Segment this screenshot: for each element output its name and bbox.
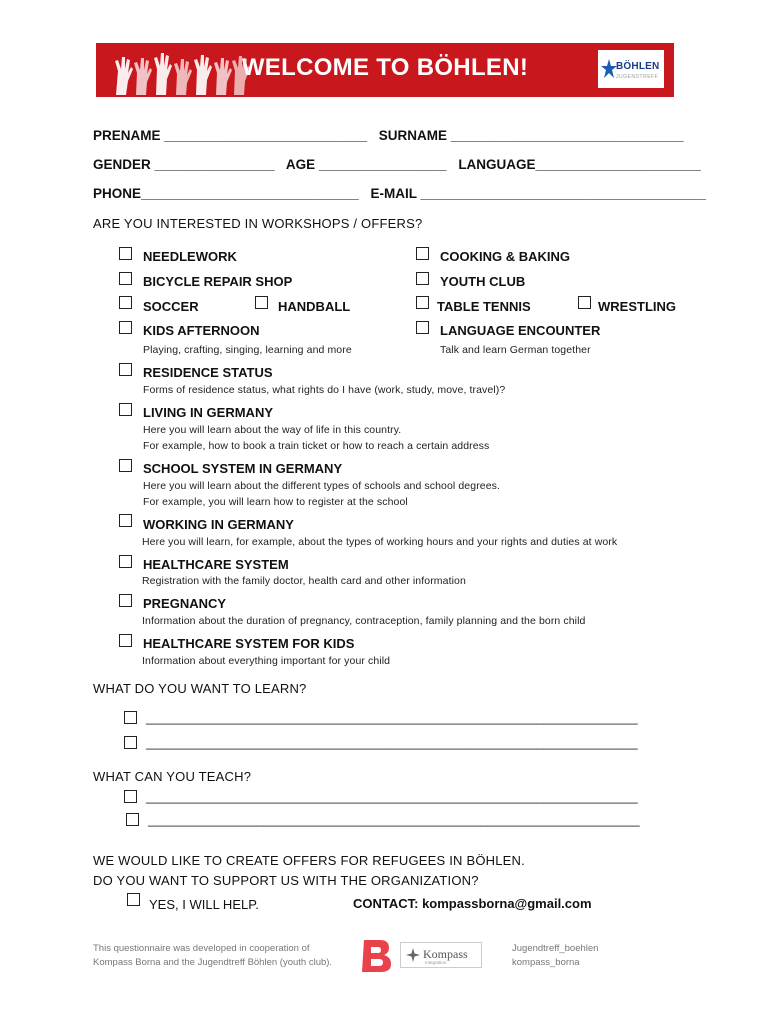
footer-social	[512, 942, 598, 970]
cooking-checkbox[interactable]	[416, 247, 429, 260]
kompass-logo	[400, 942, 482, 968]
living-checkbox[interactable]	[119, 403, 132, 416]
email-field[interactable]: E-MAIL ______________________________________	[370, 186, 706, 201]
youth-club-label: YOUTH CLUB	[440, 274, 526, 289]
footer-credit-line-1: This questionnaire was developed in cooperation of	[93, 943, 310, 954]
needlework-checkbox[interactable]	[119, 247, 132, 260]
kids-afternoon-checkbox[interactable]	[119, 321, 132, 334]
star-logo-icon	[601, 58, 617, 80]
cooking-label: COOKING & BAKING	[440, 249, 570, 264]
healthcare-kids-label: HEALTHCARE SYSTEM FOR KIDS	[143, 636, 355, 651]
healthcare-kids-desc: Information about everything important for your child	[142, 655, 391, 667]
pregnancy-label: PREGNANCY	[143, 596, 227, 611]
field-row-names	[93, 128, 684, 143]
working-checkbox[interactable]	[119, 514, 132, 527]
school-desc-2: For example, you will learn how to register at the school	[143, 496, 408, 508]
support-line-1: WE WOULD LIKE TO CREATE OFFERS FOR REFUGEES IN BÖHLEN.	[93, 853, 525, 868]
boehlen-logo	[598, 50, 664, 88]
healthcare-label: HEALTHCARE SYSTEM	[143, 557, 289, 572]
teach-checkbox-2[interactable]	[126, 813, 139, 826]
handball-checkbox[interactable]	[255, 296, 268, 309]
social-handle-youth-club[interactable]: Jugendtreff_boehlen	[512, 943, 599, 954]
healthcare-desc: Registration with the family doctor, health card and other information	[142, 575, 466, 587]
pregnancy-desc: Information about the duration of pregnancy, contraception, family planning and the born child	[142, 615, 586, 627]
language-encounter-label: LANGUAGE ENCOUNTER	[440, 323, 601, 338]
learn-heading: WHAT DO YOU WANT TO LEARN?	[93, 681, 307, 696]
teach-line-1[interactable]: ____________________________________________________________________	[146, 789, 638, 804]
living-label: LIVING IN GERMANY	[143, 405, 274, 420]
school-desc-1: Here you will learn about the different types of schools and school degrees.	[143, 480, 501, 492]
language-encounter-checkbox[interactable]	[416, 321, 429, 334]
help-checkbox[interactable]	[127, 893, 140, 906]
teach-heading: WHAT CAN YOU TEACH?	[93, 769, 252, 784]
social-handle-kompass[interactable]: kompass_borna	[512, 957, 580, 968]
bicycle-label: BICYCLE REPAIR SHOP	[143, 274, 293, 289]
language-encounter-desc: Talk and learn German together	[440, 344, 591, 356]
school-label: SCHOOL SYSTEM IN GERMANY	[143, 461, 343, 476]
surname-field[interactable]: SURNAME _______________________________	[378, 128, 684, 143]
footer-credit	[93, 942, 332, 970]
logo-subtext: JUGENDTREFF	[616, 74, 659, 80]
gender-field[interactable]: GENDER ________________	[93, 157, 275, 172]
kompass-logo-text: Kompass	[423, 947, 468, 961]
learn-line-2[interactable]: ____________________________________________________________________	[146, 735, 638, 750]
support-line-2: DO YOU WANT TO SUPPORT US WITH THE ORGANIZATION?	[93, 873, 479, 888]
learn-checkbox-1[interactable]	[124, 711, 137, 724]
learn-checkbox-2[interactable]	[124, 736, 137, 749]
living-desc-2: For example, how to book a train ticket or how to reach a certain address	[143, 440, 490, 452]
working-desc: Here you will learn, for example, about the types of working hours and your rights and duties at work	[142, 536, 618, 548]
workshops-heading: ARE YOU INTERESTED IN WORKSHOPS / OFFERS?	[93, 216, 423, 231]
soccer-label: SOCCER	[143, 299, 199, 314]
soccer-checkbox[interactable]	[119, 296, 132, 309]
table-tennis-label: TABLE TENNIS	[437, 299, 531, 314]
compass-star-icon	[406, 948, 420, 962]
b-logo-icon	[360, 938, 392, 974]
healthcare-kids-checkbox[interactable]	[119, 634, 132, 647]
field-row-details	[93, 157, 701, 172]
handball-label: HANDBALL	[278, 299, 351, 314]
header-banner	[96, 43, 674, 97]
residence-desc: Forms of residence status, what rights do I have (work, study, move, travel)?	[143, 384, 506, 396]
logo-text: BÖHLEN	[616, 61, 660, 72]
needlework-label: NEEDLEWORK	[143, 249, 237, 264]
kids-afternoon-desc: Playing, crafting, singing, learning and more	[143, 344, 352, 356]
prename-field[interactable]: PRENAME ___________________________	[93, 128, 367, 143]
residence-label: RESIDENCE STATUS	[143, 365, 273, 380]
teach-line-2[interactable]: ____________________________________________________________________	[148, 812, 640, 827]
living-desc-1: Here you will learn about the way of life in this country.	[143, 424, 402, 436]
page-title: WELCOME TO BÖHLEN!	[241, 54, 529, 81]
residence-checkbox[interactable]	[119, 363, 132, 376]
wrestling-label: WRESTLING	[598, 299, 676, 314]
footer-credit-line-2: Kompass Borna and the Jugendtreff Böhlen (youth club).	[93, 957, 333, 968]
learn-line-1[interactable]: ____________________________________________________________________	[146, 710, 638, 725]
table-tennis-checkbox[interactable]	[416, 296, 429, 309]
kompass-logo-subtext: Integration	[425, 960, 447, 965]
pregnancy-checkbox[interactable]	[119, 594, 132, 607]
field-row-contact	[93, 186, 706, 201]
healthcare-checkbox[interactable]	[119, 555, 132, 568]
wrestling-checkbox[interactable]	[578, 296, 591, 309]
help-label: YES, I WILL HELP.	[149, 897, 259, 912]
age-field[interactable]: AGE _________________	[285, 157, 447, 172]
working-label: WORKING IN GERMANY	[143, 517, 294, 532]
bicycle-checkbox[interactable]	[119, 272, 132, 285]
teach-checkbox-1[interactable]	[124, 790, 137, 803]
contact-email[interactable]: CONTACT: kompassborna@gmail.com	[353, 896, 592, 911]
kids-afternoon-label: KIDS AFTERNOON	[143, 323, 260, 338]
phone-field[interactable]: PHONE_____________________________	[93, 186, 359, 201]
school-checkbox[interactable]	[119, 459, 132, 472]
youth-club-checkbox[interactable]	[416, 272, 429, 285]
language-field[interactable]: LANGUAGE______________________	[458, 157, 701, 172]
